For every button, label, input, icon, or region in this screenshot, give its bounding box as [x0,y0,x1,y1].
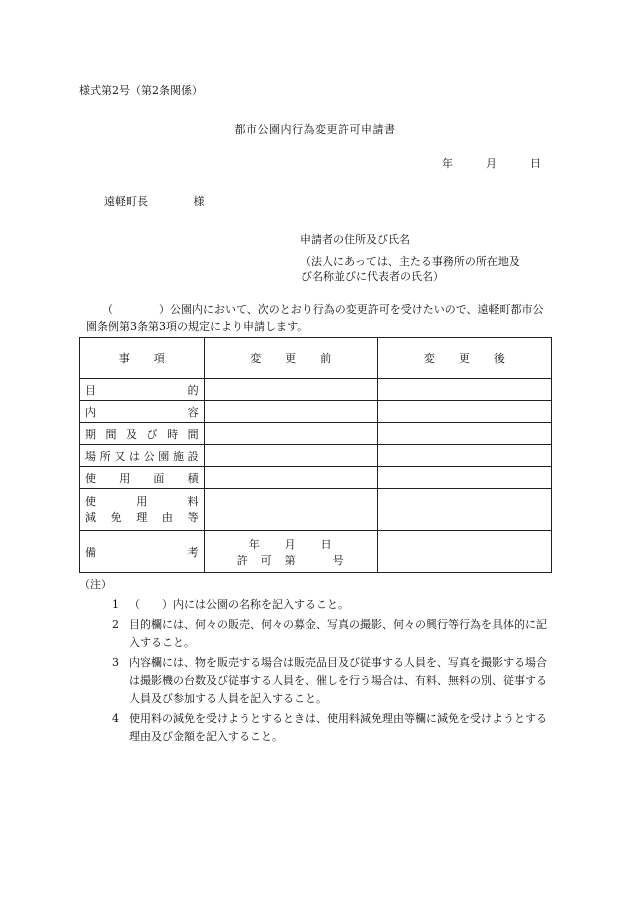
cell-after-period[interactable] [377,423,551,445]
date-year: 年 [442,157,453,170]
header-after: 変更後 [377,338,551,379]
application-statement [86,301,552,335]
document-title: 都市公園内行為変更許可申請書 [234,123,396,136]
applicant-label: 申請者の住所及び氏名 [300,233,410,246]
spread-label: 備 考 [85,545,199,559]
cell-after-fee[interactable] [377,489,551,531]
cell-after-content[interactable] [377,401,551,423]
cell-after-place[interactable] [377,445,551,467]
table-header-row [80,338,552,379]
notes-section [79,576,551,746]
applicant-note [300,254,520,284]
cell-before-place[interactable] [204,445,377,467]
row-label-purpose [80,379,205,401]
form-number: 様式第2号（第2条関係） [79,84,203,97]
spread-label: 使 用 面 積 [85,471,199,485]
note-item: 2 目的欄には、何々の販売、何々の募金、写真の撮影、何々の興行等行為を具体的に記入すること。 [112,618,547,649]
notes-heading: （注） [79,578,112,591]
row-label-content [80,401,205,423]
change-table [79,337,552,573]
cell-before-period[interactable] [204,423,377,445]
cell-after-remarks[interactable] [377,531,551,573]
cell-after-area[interactable] [377,467,551,489]
row-label-period [80,423,205,445]
spread-label: 期 間 及 び 時 間 [85,427,199,441]
permit-number: 許 可 第 号 [236,554,345,567]
permit-date: 年 月 日 [248,538,333,551]
date-month: 月 [486,157,497,170]
applicant-block [300,232,520,284]
spread-label: 場 所 又 は 公 園 施 設 [85,449,199,463]
spread-label: 目 的 [85,383,199,397]
table-row [80,401,552,423]
cell-after-purpose[interactable] [377,379,551,401]
table-row [80,489,552,531]
addressee [104,193,205,209]
spread-label: 減 免 理 由 等 [85,510,199,524]
table-row [80,531,552,573]
table-row [80,423,552,445]
statement-text: ）公園内において、次のとおり行為の変更許可を受けたいので、遠軽町都市公園条例第3条第3項の規定により申請します。 [86,303,544,333]
cell-before-fee[interactable] [204,489,377,531]
cell-before-content[interactable] [204,401,377,423]
addressee-honorific: 様 [193,195,205,208]
table-row [80,379,552,401]
row-label-fee [80,489,205,531]
row-label-remarks [80,531,205,573]
cell-before-area[interactable] [204,467,377,489]
note-item: 4 使用料の減免を受けようとするときは、使用料減免理由等欄に減免を受けようとする理由及び金額を記入すること。 [112,712,547,743]
note-item: 3 内容欄には、物を販売する場合は販売品目及び従事する人員を、写真を撮影する場合は撮影機の台数及び従事する人員を、催しを行う場合は、有料、無料の別、従事する人員及び参加する人員を記入すること。 [112,656,547,705]
table-row [80,467,552,489]
applicant-note-line1: （法人にあっては、主たる事務所の所在地及 [300,255,520,268]
header-before: 変更前 [204,338,377,379]
date-day: 日 [530,157,541,170]
row-label-area [80,467,205,489]
date-line [442,155,541,171]
row-label-place [80,445,205,467]
spread-label: 内 容 [85,405,199,419]
addressee-name: 遠軽町長 [104,195,148,208]
cell-before-purpose[interactable] [204,379,377,401]
note-item: 1 （ ）内には公園の名称を記入すること。 [112,598,349,611]
park-name-open-paren: （ [102,303,113,316]
applicant-note-line2: び名称並びに代表者の氏名） [301,270,444,283]
table-row [80,445,552,467]
header-item: 事項 [80,338,205,379]
permit-info-cell [204,531,377,573]
spread-label: 使 用 料 [85,494,199,508]
